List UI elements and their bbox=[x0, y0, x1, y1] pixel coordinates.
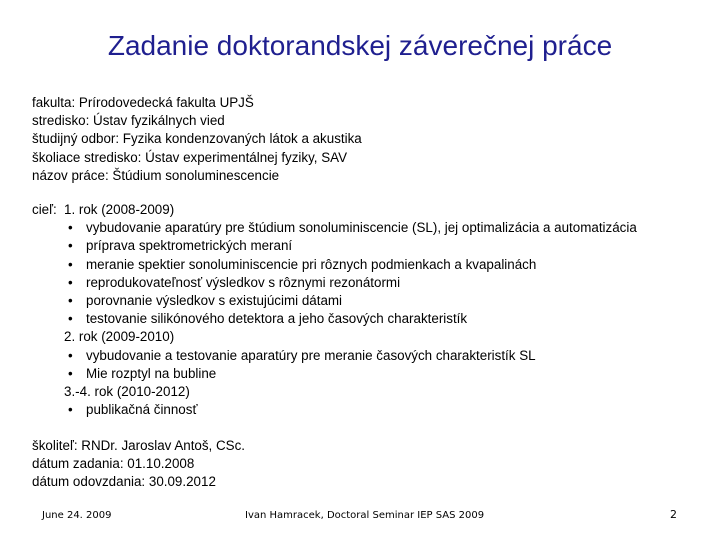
info-field: študijný odbor: Fyzika kondenzovaných látok a akustika bbox=[32, 131, 362, 147]
submission-date: dátum odovzdania: 30.09.2012 bbox=[32, 474, 216, 490]
goal-item: príprava spektrometrických meraní bbox=[86, 238, 293, 254]
year-label: 1. rok (2008-2009) bbox=[64, 202, 175, 217]
page-number: 2 bbox=[670, 508, 677, 521]
goal-item: testovanie silikónového detektora a jeho časových charakteristík bbox=[86, 311, 468, 327]
goal-item: publikačná činnosť bbox=[86, 402, 198, 418]
info-faculty: fakulta: Prírodovedecká fakulta UPJŠ bbox=[32, 95, 254, 110]
info-center: stredisko: Ústav fyzikálnych vied bbox=[32, 113, 225, 129]
goal-item: vybudovanie aparatúry pre štúdium sonoluminiscencie (SL), jej optimalizácia a automatizácia bbox=[86, 220, 637, 236]
goal-label: cieľ: bbox=[32, 202, 57, 217]
bullet-icon: • bbox=[68, 274, 73, 290]
assignment-date: dátum zadania: 01.10.2008 bbox=[32, 456, 195, 472]
info-training-center: školiace stredisko: Ústav experimentálnej fyziky, SAV bbox=[32, 149, 348, 165]
goal-item: reprodukovateľnosť výsledkov s rôznymi rezonátormi bbox=[86, 274, 401, 290]
goal-item: porovnanie výsledkov s existujúcimi dátami bbox=[86, 292, 343, 308]
supervisor-info bbox=[32, 437, 245, 492]
thesis-info bbox=[32, 94, 362, 185]
bullet-icon: • bbox=[68, 220, 73, 236]
bullet-icon: • bbox=[68, 347, 73, 363]
bullet-icon: • bbox=[68, 292, 73, 308]
supervisor: školiteľ: RNDr. Jaroslav Antoš, CSc. bbox=[32, 438, 246, 453]
footer-date: June 24. 2009 bbox=[42, 510, 112, 521]
goal-item: meranie spektier sonoluminiscencie pri rôznych podmienkach a kvapalinách bbox=[86, 256, 537, 272]
year-label: 2. rok (2009-2010) bbox=[64, 329, 175, 345]
year-label: 3.-4. rok (2010-2012) bbox=[64, 383, 190, 399]
bullet-icon: • bbox=[68, 238, 73, 254]
goal-item: Mie rozptyl na bubline bbox=[86, 365, 217, 381]
goal-item: vybudovanie a testovanie aparatúry pre meranie časových charakteristík SL bbox=[86, 347, 536, 363]
bullet-icon: • bbox=[68, 311, 73, 327]
info-thesis-name: názov práce: Štúdium sonoluminescencie bbox=[32, 167, 280, 183]
bullet-icon: • bbox=[68, 402, 73, 418]
bullet-icon: • bbox=[68, 256, 73, 272]
bullet-icon: • bbox=[68, 365, 73, 381]
footer-author: Ivan Hamracek, Doctoral Seminar IEP SAS 2009 bbox=[245, 510, 485, 521]
slide-title: Zadanie doktorandskej záverečnej práce bbox=[107, 30, 613, 61]
